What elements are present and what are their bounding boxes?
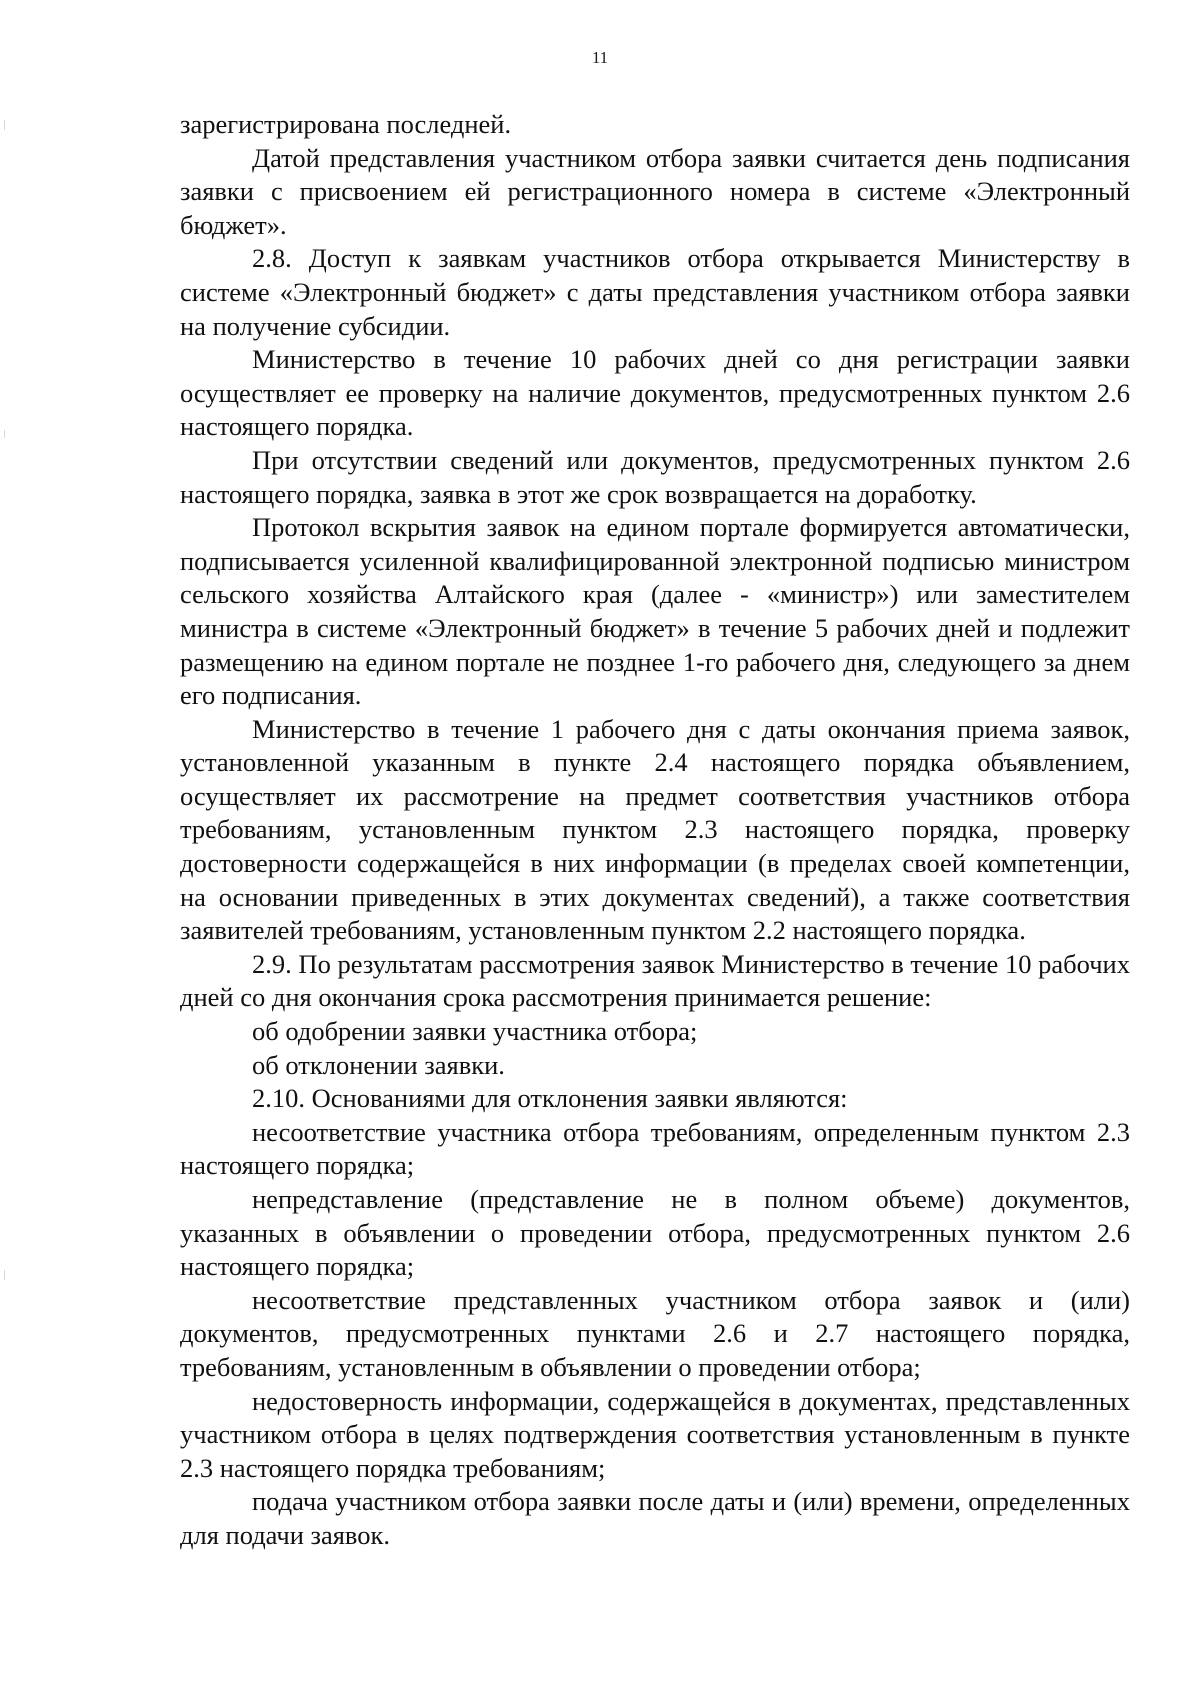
- document-body: [180, 108, 1130, 1553]
- paragraph: Министерство в течение 10 рабочих дней со дня регистрации заявки осуществляет ее проверку на наличие документов, предусмотренных пунктом 2.6 настоящего порядка.: [180, 344, 1130, 442]
- paragraph: непредставление (представление не в полном объеме) документов, указанных в объявлении о проведении отбора, предусмотренных пунктом 2.6 настоящего порядка;: [180, 1184, 1130, 1282]
- paragraph: Протокол вскрытия заявок на едином портале формируется автоматически, подписывается усиленной квалифицированной электронной подписью министром сельского хозяйства Алтайского края (далее - «министр») или заместителем министра в системе «Электронный бюджет» в течение 5 рабочих дней и подлежит размещению на едином портале не позднее 1-го рабочего дня, следующего за днем его подписания.: [180, 512, 1130, 711]
- page-number: 11: [591, 48, 609, 67]
- paragraph: 2.9. По результатам рассмотрения заявок Министерство в течение 10 рабочих дней со дня окончания срока рассмотрения принимается решение:: [180, 948, 1130, 1013]
- paragraph: зарегистрирована последней.: [180, 109, 512, 139]
- paragraph: об отклонении заявки.: [252, 1049, 505, 1080]
- paragraph: недостоверность информации, содержащейся в документах, представленных участником отбора в целях подтверждения соответствия установленным в пункте 2.3 настоящего порядка требованиям;: [180, 1385, 1130, 1483]
- scan-edge-mark: [4, 430, 5, 438]
- scan-edge-mark: [4, 120, 5, 130]
- paragraph: Министерство в течение 1 рабочего дня с даты окончания приема заявок, установленной указанным в пункте 2.4 настоящего порядка объявлением, осуществляет их рассмотрение на предмет соответствия участников отбора требованиям, установленным пунктом 2.3 настоящего порядка, проверку достоверности содержащейся в них информации (в пределах своей компетенции, на основании приведенных в этих документах сведений), а также соответствия заявителей требованиям, установленным пунктом 2.2 настоящего порядка.: [180, 713, 1130, 946]
- paragraph: подача участником отбора заявки после даты и (или) времени, определенных для подачи заявок.: [180, 1486, 1130, 1550]
- paragraph: несоответствие участника отбора требованиям, определенным пунктом 2.3 настоящего порядка;: [180, 1116, 1130, 1181]
- paragraph: Датой представления участником отбора заявки считается день подписания заявки с присвоением ей регистрационного номера в системе «Электронный бюджет».: [180, 142, 1130, 240]
- paragraph: При отсутствии сведений или документов, предусмотренных пунктом 2.6 настоящего порядка, заявка в этот же срок возвращается на доработку.: [180, 444, 1130, 509]
- scan-edge-mark: [4, 1270, 5, 1280]
- paragraph: несоответствие представленных участником отбора заявок и (или) документов, предусмотренных пунктами 2.6 и 2.7 настоящего порядка, требованиям, установленным в объявлении о проведении отбора;: [180, 1284, 1130, 1382]
- paragraph: 2.8. Доступ к заявкам участников отбора открывается Министерству в системе «Электронный бюджет» с даты представления участником отбора заявки на получение субсидии.: [180, 243, 1130, 341]
- paragraph: 2.10. Основаниями для отклонения заявки являются:: [252, 1083, 848, 1114]
- paragraph: об одобрении заявки участника отбора;: [252, 1016, 698, 1047]
